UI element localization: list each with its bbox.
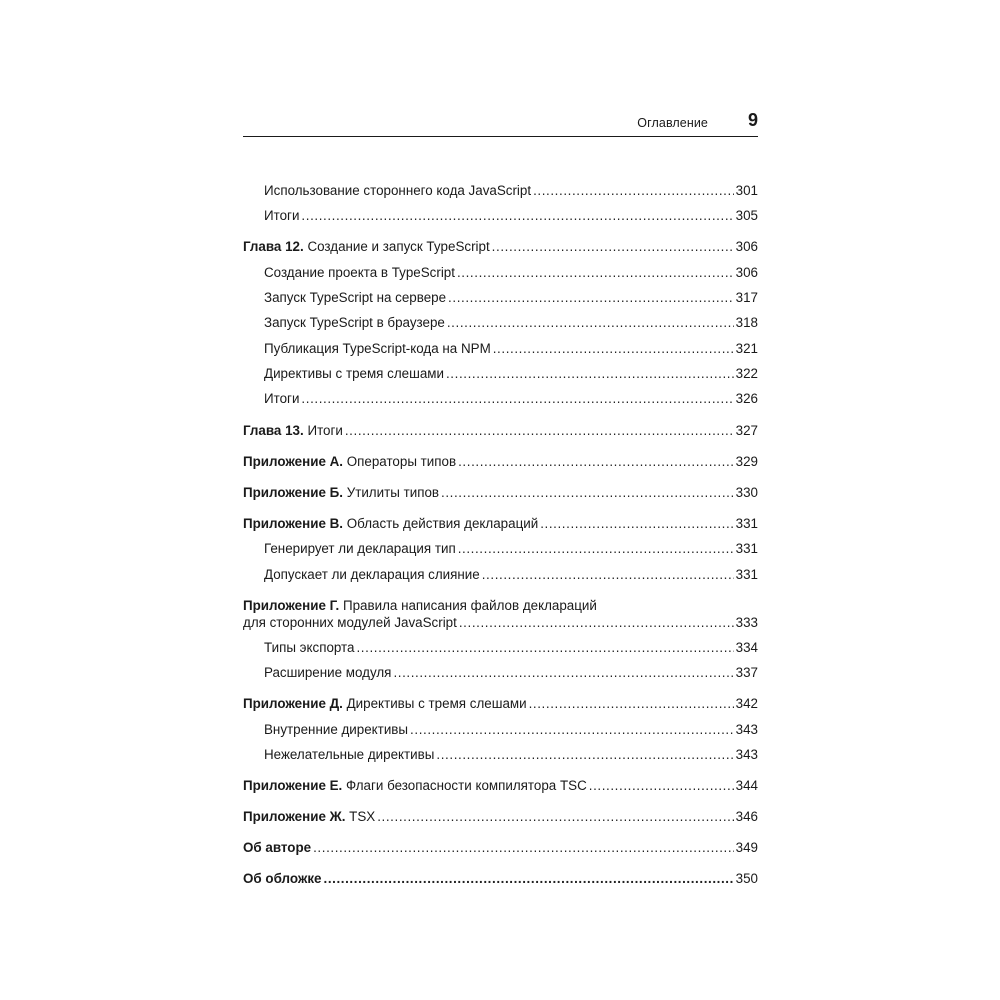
- leader-dots: [324, 869, 734, 889]
- toc-entry: [264, 565, 758, 585]
- toc-entry-title: Запуск TypeScript в браузере: [264, 315, 445, 330]
- toc-entry-title: Приложение Д. Директивы с тремя слешами: [243, 696, 527, 711]
- leader-dots: [436, 745, 733, 765]
- page-header: [243, 106, 758, 137]
- leader-dots: [540, 514, 733, 534]
- toc-entry-title: Приложение Е. Флаги безопасности компилятора TSC: [243, 778, 587, 793]
- toc-entry-title: Об авторе: [243, 840, 312, 855]
- toc-entry: [264, 364, 758, 384]
- leader-dots: [482, 565, 734, 585]
- toc-entry: [264, 539, 758, 559]
- toc-entry-page: 331: [735, 567, 758, 582]
- toc-entry-title: Глава 13. Итоги: [243, 423, 343, 438]
- leader-dots: [529, 694, 734, 714]
- toc-entry-page: 318: [735, 315, 758, 330]
- toc-appendix-entry: [243, 776, 758, 796]
- leader-dots: [492, 237, 734, 257]
- toc-entry-title: Публикация TypeScript-кода на NPM: [264, 341, 491, 356]
- toc-entry-page: 327: [735, 423, 758, 438]
- toc-entry-page: 331: [735, 541, 758, 556]
- toc-entry-title-line1: Приложение Г. Правила написания файлов деклараций: [243, 598, 597, 613]
- toc-entry: [264, 638, 758, 658]
- toc-entry-title-line2: для сторонних модулей JavaScript: [243, 615, 457, 630]
- toc-entry-page: 321: [735, 341, 758, 356]
- toc-entry: [264, 339, 758, 359]
- toc-entry-title: Нежелательные директивы: [264, 747, 435, 762]
- toc-entry-page: 350: [735, 871, 758, 886]
- leader-dots: [356, 638, 733, 658]
- toc-entry-title: Приложение Ж. TSX: [243, 809, 376, 824]
- toc-entry-page: 317: [735, 290, 758, 305]
- toc-entry-title: Итоги: [264, 391, 300, 406]
- toc-appendix-entry: [243, 483, 758, 503]
- toc-entry-page: 306: [735, 239, 758, 254]
- leader-dots: [459, 613, 734, 633]
- toc-entry-page: 306: [735, 265, 758, 280]
- toc-entry-title: Допускает ли декларация слияние: [264, 567, 480, 582]
- toc-entry-page: 301: [735, 183, 758, 198]
- running-header-title: Оглавление: [637, 116, 708, 130]
- leader-dots: [589, 776, 734, 796]
- toc-entry-title: Итоги: [264, 208, 300, 223]
- toc-entry-page: 305: [735, 208, 758, 223]
- leader-dots: [313, 838, 734, 858]
- leader-dots: [446, 364, 734, 384]
- leader-dots: [345, 421, 734, 441]
- toc-about-author-entry: [243, 838, 758, 858]
- leader-dots: [441, 483, 734, 503]
- toc-entry: [264, 181, 758, 201]
- toc-entry-title: Типы экспорта: [264, 640, 355, 655]
- toc-entry: [264, 206, 758, 226]
- toc-appendix-entry: [243, 452, 758, 472]
- toc-entry-page: 343: [735, 722, 758, 737]
- toc-entry-page: 329: [735, 454, 758, 469]
- toc-appendix-entry: [243, 807, 758, 827]
- toc-entry: [264, 288, 758, 308]
- toc-entry-title: Внутренние директивы: [264, 722, 409, 737]
- toc-about-cover-entry: [243, 869, 758, 889]
- toc-entry-title: Приложение Б. Утилиты типов: [243, 485, 440, 500]
- toc-entry-title: Генерирует ли декларация тип: [264, 541, 456, 556]
- toc-entry-page: 330: [735, 485, 758, 500]
- toc-entry-page: 349: [735, 840, 758, 855]
- toc-chapter-entry: [243, 237, 758, 257]
- toc-entry: [264, 313, 758, 333]
- toc-entry-page: 344: [735, 778, 758, 793]
- leader-dots: [448, 288, 734, 308]
- toc-entry: [264, 263, 758, 283]
- toc-entry-title: Глава 12. Создание и запуск TypeScript: [243, 239, 490, 254]
- toc-entry-title: Об обложке: [243, 871, 322, 886]
- toc-entry-page: 343: [735, 747, 758, 762]
- page-number: 9: [747, 110, 758, 130]
- toc-entry: [264, 745, 758, 765]
- leader-dots: [301, 389, 733, 409]
- toc-entry: [264, 389, 758, 409]
- toc-entry-title: Расширение модуля: [264, 665, 392, 680]
- toc-entry-page: 337: [735, 665, 758, 680]
- toc-chapter-entry: [243, 421, 758, 441]
- toc-entry-title: Создание проекта в TypeScript: [264, 265, 455, 280]
- toc-entry-title: Приложение А. Операторы типов: [243, 454, 457, 469]
- leader-dots: [533, 181, 734, 201]
- leader-dots: [457, 263, 734, 283]
- toc-entry-page: 334: [735, 640, 758, 655]
- toc-entry-page: 333: [735, 615, 758, 630]
- toc-appendix-entry: [243, 694, 758, 714]
- leader-dots: [393, 663, 733, 683]
- toc-entry-page: 322: [735, 366, 758, 381]
- toc-entry: [264, 663, 758, 683]
- toc-entry-page: 326: [735, 391, 758, 406]
- toc-entry-title: Запуск TypeScript на сервере: [264, 290, 447, 305]
- leader-dots: [458, 452, 734, 472]
- leader-dots: [447, 313, 734, 333]
- toc-entry-title: Директивы с тремя слешами: [264, 366, 444, 381]
- toc-entry: [264, 720, 758, 740]
- toc-appendix-entry: [243, 613, 758, 633]
- toc-entry-page: 331: [735, 516, 758, 531]
- toc-entry-title: Использование стороннего кода JavaScript: [264, 183, 532, 198]
- leader-dots: [377, 807, 733, 827]
- leader-dots: [410, 720, 734, 740]
- toc-entry-page: 346: [735, 809, 758, 824]
- leader-dots: [493, 339, 734, 359]
- toc-appendix-entry: [243, 514, 758, 534]
- leader-dots: [301, 206, 733, 226]
- leader-dots: [458, 539, 734, 559]
- toc-entry-page: 342: [735, 696, 758, 711]
- toc-entry-title: Приложение В. Область действия деклараций: [243, 516, 539, 531]
